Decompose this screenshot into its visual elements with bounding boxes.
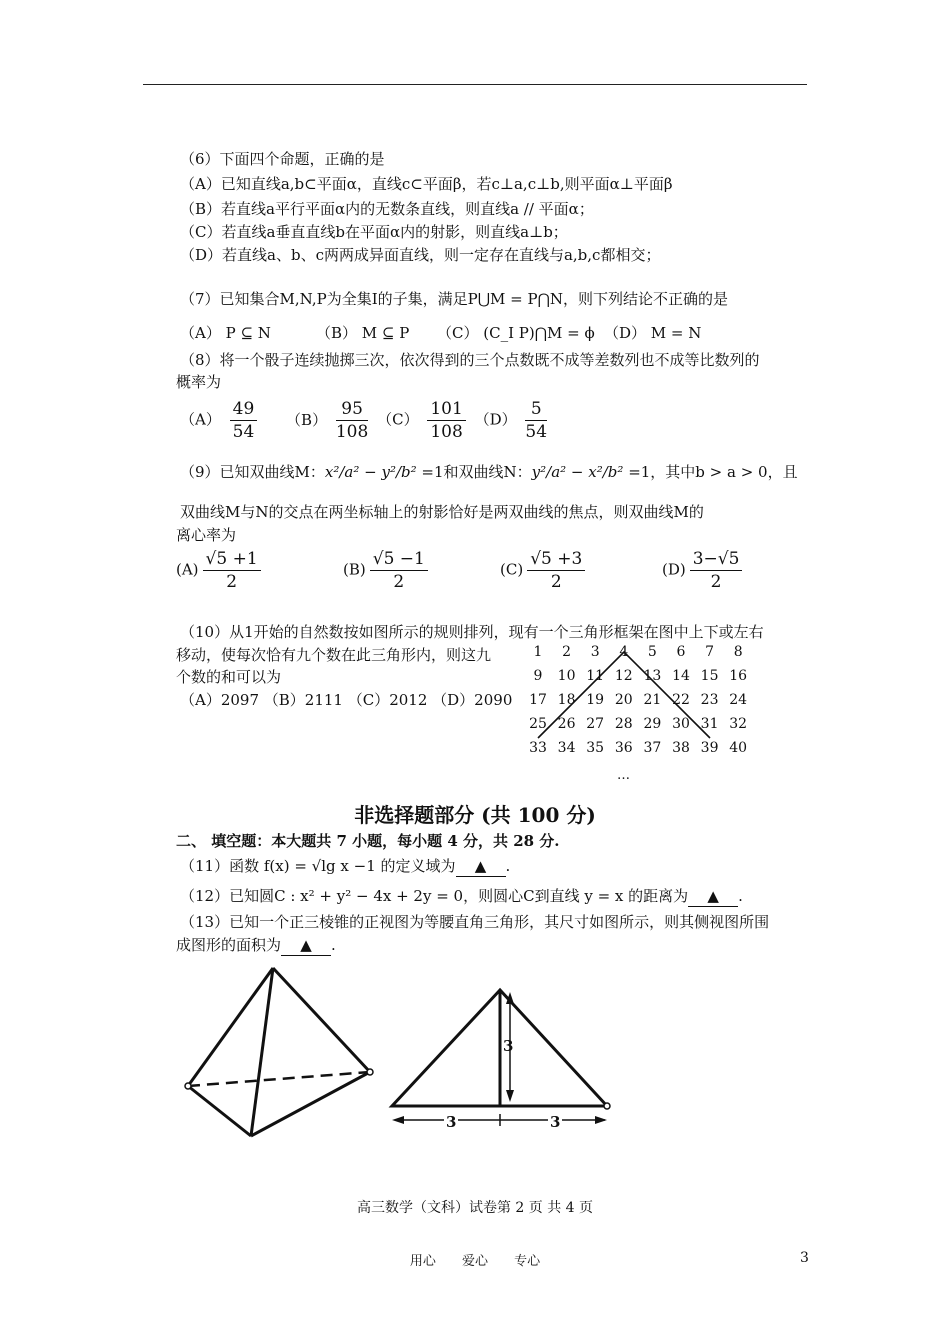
q10-line3: 个数的和可以为 xyxy=(176,668,282,686)
grid-cell: 14 xyxy=(672,668,690,684)
grid-cell: 29 xyxy=(643,716,662,732)
grid-cell: 38 xyxy=(672,740,690,756)
q9-line2: 双曲线M与N的交点在两坐标轴上的射影恰好是两双曲线的焦点，则双曲线M的 xyxy=(180,503,704,521)
grid-cell: 8 xyxy=(733,644,743,660)
q8-b-fraction xyxy=(336,398,368,443)
q7-option-a: （A） P ⊆ N xyxy=(180,324,271,342)
q9-line3: 离心率为 xyxy=(176,526,237,544)
q9-c-fraction xyxy=(527,548,585,593)
q11-end: . xyxy=(505,857,511,875)
q7-option-d: （D） M = N xyxy=(604,324,702,342)
q8-b-num: 95 xyxy=(336,398,368,421)
grid-cell: 31 xyxy=(700,716,719,732)
q9-a-den: 2 xyxy=(226,572,238,592)
q8-d-fraction xyxy=(525,398,547,443)
grid-cell: 12 xyxy=(614,668,633,684)
q9-c-num: √5 +3 xyxy=(527,548,585,571)
q13-line2-text: 成图形的面积为 xyxy=(176,936,282,954)
grid-cell: 20 xyxy=(614,692,633,708)
q9-eq-n: y²/a² − x²/b² xyxy=(531,463,629,481)
grid-cell: 10 xyxy=(557,668,576,684)
q9-b-den: 2 xyxy=(393,572,405,592)
q12-end: . xyxy=(738,887,743,905)
q8-d-num: 5 xyxy=(525,398,547,421)
q8-d-den: 54 xyxy=(525,422,548,442)
grid-cell: 32 xyxy=(729,716,748,732)
q11 xyxy=(180,856,510,877)
q11-text: （11）函数 f(x) = √lg x −1 的定义域为 xyxy=(180,857,456,875)
grid-cell: 25 xyxy=(529,716,547,732)
q9-option-a xyxy=(176,548,265,593)
q9-d-fraction xyxy=(690,548,743,593)
q13-answer-blank: ▲ xyxy=(281,935,331,956)
grid-cell: 9 xyxy=(533,668,543,684)
grid-cell: 18 xyxy=(557,692,576,708)
q6-option-a: （A）已知直线a,b⊂平面α，直线c⊂平面β，若c⊥a,c⊥b,则平面α⊥平面β xyxy=(180,175,673,193)
grid-cell: 7 xyxy=(705,644,715,660)
q12-text: （12）已知圆C : x² + y² − 4x + 2y = 0，则圆心C到直线 y = x 的距离为 xyxy=(180,887,689,905)
left-width-label: 3 xyxy=(446,1113,457,1131)
q9-a-fraction xyxy=(203,548,261,593)
q9-d-den: 2 xyxy=(710,572,722,592)
grid-cell: 37 xyxy=(643,740,662,756)
grid-cell: 13 xyxy=(643,668,662,684)
q7-stem: （7）已知集合M,N,P为全集I的子集，满足P⋃M = P⋂N，则下列结论不正确的是 xyxy=(180,290,729,308)
grid-cell: 23 xyxy=(700,692,719,708)
page-number: 3 xyxy=(800,1250,809,1266)
grid-cell: 28 xyxy=(614,716,633,732)
q8-c-den: 108 xyxy=(430,422,463,442)
q9-d-num: 3−√5 xyxy=(690,548,743,571)
grid-cell: 26 xyxy=(557,716,576,732)
grid-cell: 5 xyxy=(647,644,657,660)
q9-a-num: √5 +1 xyxy=(203,548,261,571)
q12-answer-blank: ▲ xyxy=(688,886,738,907)
height-label: 3 xyxy=(503,1037,514,1055)
q13-line2 xyxy=(176,935,336,956)
q8-d-label: （D） xyxy=(474,410,517,429)
q6-option-d: （D）若直线a、b、c两两成异面直线，则一定存在直线与a,b,c都相交； xyxy=(180,246,661,264)
q6-stem: （6）下面四个命题，正确的是 xyxy=(180,150,385,168)
q8-c-label: （C） xyxy=(377,410,419,429)
q6-option-b: （B）若直线a平行平面α内的无数条直线，则直线a // 平面α； xyxy=(180,200,594,218)
q13-end: . xyxy=(331,936,336,954)
q8-a-fraction xyxy=(230,398,258,443)
q9-c-label: (C) xyxy=(500,560,524,579)
doc-footer: 用心 爱心 专心 xyxy=(409,1254,541,1269)
q9-c-den: 2 xyxy=(550,572,562,592)
grid-cell: 6 xyxy=(676,644,686,660)
q13-line1: （13）已知一个正三棱锥的正视图为等腰直角三角形，其尺寸如图所示，则其侧视图所围 xyxy=(180,913,770,931)
q8-b-label: （B） xyxy=(286,410,328,429)
q7-option-b: （B） M ⊆ P xyxy=(316,324,410,342)
q8-stem-line1: （8）将一个骰子连续抛掷三次，依次得到的三个点数既不成等差数列也不成等比数列的 xyxy=(180,351,760,369)
header-rule xyxy=(143,84,807,85)
q6-option-c: （C）若直线a垂直直线b在平面α内的射影，则直线a⊥b； xyxy=(180,223,568,241)
q8-a-num: 49 xyxy=(230,398,258,421)
grid-cell: 3 xyxy=(590,644,600,660)
q9-b-label: (B) xyxy=(343,560,366,579)
grid-cell: 16 xyxy=(729,668,748,684)
q9-option-d xyxy=(662,548,746,593)
q8-a-den: 54 xyxy=(232,422,255,442)
grid-cell: 30 xyxy=(672,716,690,732)
q8-b-den: 108 xyxy=(335,422,369,442)
q10-options: （A）2097 （B）2111 （C）2012 （D）2090 xyxy=(180,691,513,709)
q9-option-b xyxy=(343,548,432,593)
front-view-figure xyxy=(385,980,620,1135)
grid-cell: 21 xyxy=(643,692,662,708)
q8-c-fraction xyxy=(427,398,465,443)
grid-cell: 1 xyxy=(533,644,543,660)
q9-a-label: (A) xyxy=(176,560,199,579)
grid-cell: 36 xyxy=(614,740,633,756)
grid-cell: 40 xyxy=(729,740,748,756)
q7-option-c: （C） (C_I P)⋂M = ϕ xyxy=(437,324,595,342)
grid-cell: 27 xyxy=(586,716,605,732)
grid-cell: 2 xyxy=(562,644,572,660)
grid-ellipsis: … xyxy=(617,768,630,783)
q9-stem-c: =1，其中b > a > 0，且 xyxy=(628,463,798,481)
grid-cell: 24 xyxy=(729,692,748,708)
q9-stem-a: （9）已知双曲线M： xyxy=(180,463,325,481)
q11-answer-blank: ▲ xyxy=(456,856,506,877)
q9-option-c xyxy=(500,548,589,593)
grid-cell: 22 xyxy=(672,692,690,708)
q10-line1: （10）从1开始的自然数按如图所示的规则排列，现有一个三角形框架在图中上下或左右 xyxy=(180,623,764,641)
q9-b-num: √5 −1 xyxy=(370,548,428,571)
part2-heading: 二、 填空题：本大题共 7 小题，每小题 4 分，共 28 分. xyxy=(176,832,560,850)
grid-cell: 19 xyxy=(586,692,605,708)
section-heading: 非选择题部分 (共 100 分) xyxy=(354,803,596,827)
grid-cell: 4 xyxy=(619,644,629,660)
grid-cell: 11 xyxy=(586,668,605,684)
grid-cell: 34 xyxy=(557,740,576,756)
exam-footer: 高三数学（文科）试卷第 2 页 共 4 页 xyxy=(356,1200,594,1216)
q9-stem-b: =1和双曲线N： xyxy=(421,463,532,481)
q10-line2: 移动，使每次恰有九个数在此三角形内，则这九 xyxy=(176,646,492,664)
q12 xyxy=(180,886,743,907)
q9-eq-m: x²/a² − y²/b² xyxy=(324,463,422,481)
pyramid-figure xyxy=(175,960,385,1145)
grid-cell: 39 xyxy=(700,740,719,756)
q8-stem-line2: 概率为 xyxy=(176,373,222,391)
right-width-label: 3 xyxy=(550,1113,561,1131)
q8-options xyxy=(180,398,551,443)
q9-d-label: (D) xyxy=(662,560,686,579)
triangle-frame xyxy=(524,644,774,784)
q9-b-fraction xyxy=(370,548,428,593)
grid-cell: 15 xyxy=(700,668,719,684)
grid-cell: 17 xyxy=(529,692,547,708)
grid-cell: 35 xyxy=(586,740,605,756)
q8-c-num: 101 xyxy=(427,398,465,421)
q9-stem xyxy=(180,455,798,489)
grid-cell: 33 xyxy=(529,740,547,756)
q8-a-label: （A） xyxy=(180,410,221,429)
